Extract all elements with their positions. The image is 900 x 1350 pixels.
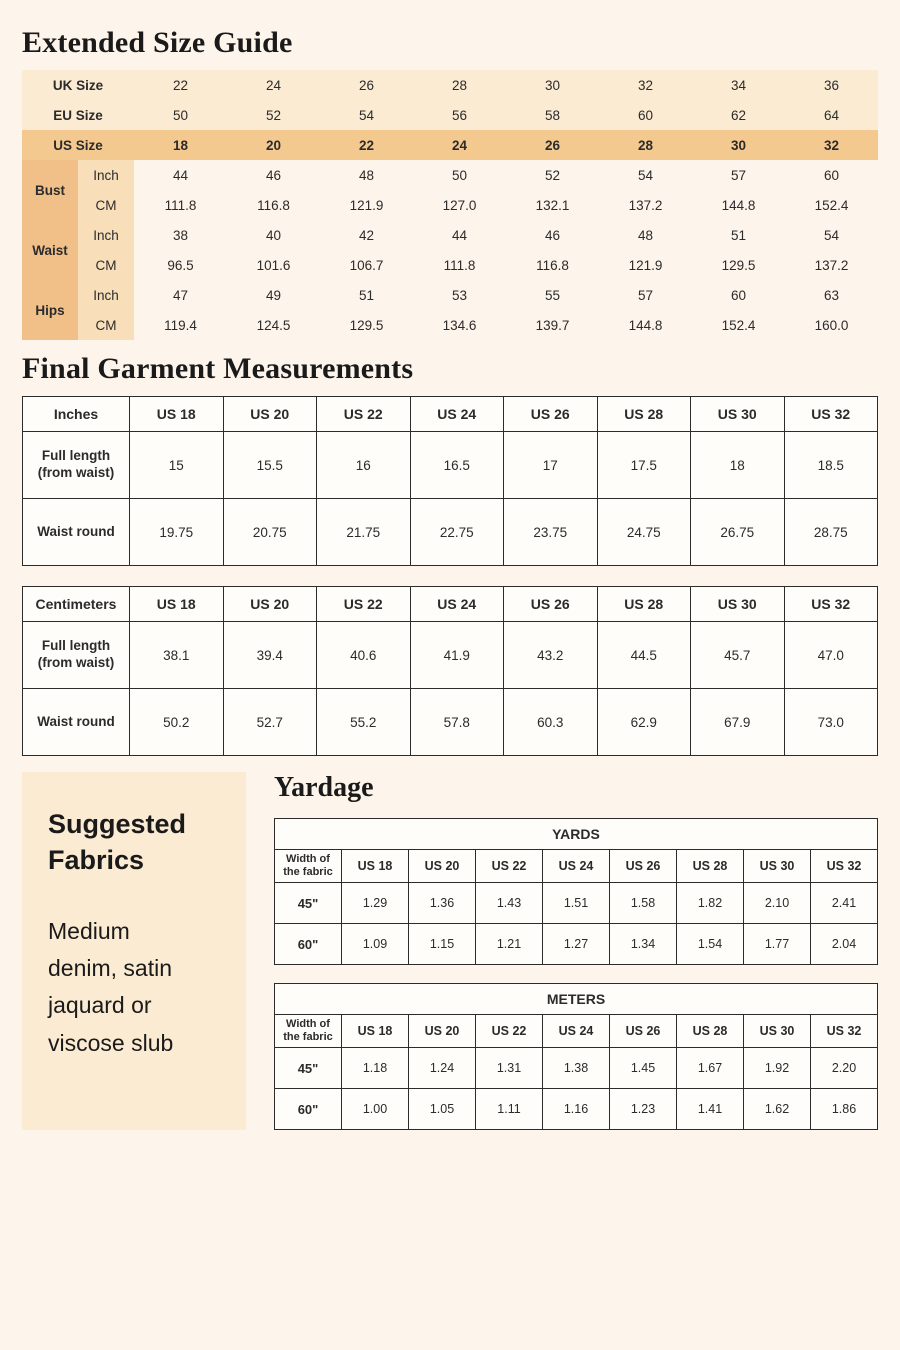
- cell-waist-inch-0: 38: [134, 220, 227, 250]
- extended-size-guide-table: [22, 70, 878, 340]
- cell-waist-inch-3: 44: [413, 220, 506, 250]
- table-row-bust-inch: [22, 160, 878, 190]
- row-label-inches-full-length: [23, 432, 130, 499]
- cell-bust-cm-6: 144.8: [692, 190, 785, 220]
- cell-inches-wr-1: 20.75: [223, 499, 317, 566]
- cell-bust-inch-3: 50: [413, 160, 506, 190]
- cell-waist-inch-5: 48: [599, 220, 692, 250]
- cell-bust-inch-7: 60: [785, 160, 878, 190]
- row-label-eu-size: EU Size: [22, 100, 134, 130]
- cell-cm-wr-6: 67.9: [691, 689, 785, 756]
- row-label-uk-size: UK Size: [22, 70, 134, 100]
- header-cm-us26: US 26: [504, 587, 598, 622]
- table-row-waist-inch: [22, 220, 878, 250]
- cell-meters-45-2: 1.31: [476, 1048, 543, 1089]
- header-inches-us26: US 26: [504, 397, 598, 432]
- row-label-line2: (from waist): [37, 465, 115, 480]
- group-label-waist: Waist: [22, 220, 78, 280]
- header-meters-us24: US 24: [543, 1015, 610, 1048]
- cell-inches-fl-2: 16: [317, 432, 411, 499]
- table-row-cm-waist-round: [23, 689, 878, 756]
- header-unit-centimeters: Centimeters: [23, 587, 130, 622]
- width-label-line1: Width of: [286, 853, 330, 866]
- cell-inches-wr-7: 28.75: [784, 499, 878, 566]
- cell-waist-cm-7: 137.2: [785, 250, 878, 280]
- cell-inches-wr-3: 22.75: [410, 499, 504, 566]
- table-row-us-size: [22, 130, 878, 160]
- unit-label-hips-inch: Inch: [78, 280, 134, 310]
- cell-yards-45-4: 1.58: [610, 883, 677, 924]
- header-yards-us20: US 20: [409, 850, 476, 883]
- page-title-extended-size-guide: Extended Size Guide: [22, 26, 293, 59]
- header-inches-us28: US 28: [597, 397, 691, 432]
- cell-yards-45-0: 1.29: [342, 883, 409, 924]
- table-row-waist-cm: [22, 250, 878, 280]
- cell-us-6: 30: [692, 130, 785, 160]
- cell-meters-45-4: 1.45: [610, 1048, 677, 1089]
- header-cm-us30: US 30: [691, 587, 785, 622]
- cell-hips-inch-5: 57: [599, 280, 692, 310]
- cell-uk-3: 28: [413, 70, 506, 100]
- cell-bust-inch-5: 54: [599, 160, 692, 190]
- cell-cm-wr-4: 60.3: [504, 689, 598, 756]
- cell-bust-cm-0: 111.8: [134, 190, 227, 220]
- table-caption-row-meters: [275, 984, 878, 1015]
- header-yards-us28: US 28: [677, 850, 744, 883]
- unit-label-bust-cm: CM: [78, 190, 134, 220]
- cell-cm-fl-7: 47.0: [784, 622, 878, 689]
- header-cm-us32: US 32: [784, 587, 878, 622]
- cell-eu-5: 60: [599, 100, 692, 130]
- table-row-yards-60: [275, 924, 878, 965]
- cell-bust-inch-0: 44: [134, 160, 227, 190]
- row-label-line1: Full length: [41, 448, 111, 464]
- header-width-of-fabric-yards: [275, 850, 342, 883]
- cell-bust-cm-2: 121.9: [320, 190, 413, 220]
- cell-hips-cm-7: 160.0: [785, 310, 878, 340]
- header-cm-us28: US 28: [597, 587, 691, 622]
- cell-meters-45-6: 1.92: [744, 1048, 811, 1089]
- cell-waist-cm-0: 96.5: [134, 250, 227, 280]
- header-inches-us30: US 30: [691, 397, 785, 432]
- cell-cm-wr-1: 52.7: [223, 689, 317, 756]
- cell-uk-7: 36: [785, 70, 878, 100]
- cell-meters-45-3: 1.38: [543, 1048, 610, 1089]
- cell-eu-7: 64: [785, 100, 878, 130]
- row-label-yards-45: 45": [275, 883, 342, 924]
- cell-hips-inch-2: 51: [320, 280, 413, 310]
- cell-cm-wr-7: 73.0: [784, 689, 878, 756]
- cell-yards-60-7: 2.04: [811, 924, 878, 965]
- group-label-hips: Hips: [22, 280, 78, 340]
- suggested-fabrics-title-line2: Fabrics: [48, 845, 145, 876]
- row-label-inches-waist-round: Waist round: [23, 499, 130, 566]
- cell-eu-4: 58: [506, 100, 599, 130]
- cell-cm-fl-0: 38.1: [130, 622, 224, 689]
- cell-yards-45-7: 2.41: [811, 883, 878, 924]
- cell-yards-45-6: 2.10: [744, 883, 811, 924]
- table-row-hips-cm: [22, 310, 878, 340]
- cell-meters-45-7: 2.20: [811, 1048, 878, 1089]
- header-meters-us18: US 18: [342, 1015, 409, 1048]
- unit-label-bust-inch: Inch: [78, 160, 134, 190]
- row-label-line2: (from waist): [37, 655, 115, 670]
- cell-inches-fl-6: 18: [691, 432, 785, 499]
- cell-cm-fl-3: 41.9: [410, 622, 504, 689]
- cell-meters-60-4: 1.23: [610, 1089, 677, 1130]
- cell-meters-60-5: 1.41: [677, 1089, 744, 1130]
- row-label-line1: Full length: [41, 638, 111, 654]
- cell-uk-4: 30: [506, 70, 599, 100]
- cell-hips-inch-6: 60: [692, 280, 785, 310]
- cell-inches-fl-7: 18.5: [784, 432, 878, 499]
- cell-cm-wr-2: 55.2: [317, 689, 411, 756]
- cell-meters-45-1: 1.24: [409, 1048, 476, 1089]
- cell-hips-inch-0: 47: [134, 280, 227, 310]
- cell-meters-45-5: 1.67: [677, 1048, 744, 1089]
- cell-yards-45-2: 1.43: [476, 883, 543, 924]
- table-row-yards-45: [275, 883, 878, 924]
- cell-meters-60-2: 1.11: [476, 1089, 543, 1130]
- header-yards-us22: US 22: [476, 850, 543, 883]
- table-row-inches-waist-round: [23, 499, 878, 566]
- cell-yards-45-1: 1.36: [409, 883, 476, 924]
- table-row-bust-cm: [22, 190, 878, 220]
- cell-cm-wr-3: 57.8: [410, 689, 504, 756]
- cell-hips-inch-1: 49: [227, 280, 320, 310]
- cell-hips-cm-5: 144.8: [599, 310, 692, 340]
- cell-uk-2: 26: [320, 70, 413, 100]
- cell-yards-60-0: 1.09: [342, 924, 409, 965]
- header-cm-us18: US 18: [130, 587, 224, 622]
- table-row-hips-inch: [22, 280, 878, 310]
- caption-yards: YARDS: [275, 819, 878, 850]
- cell-waist-cm-4: 116.8: [506, 250, 599, 280]
- cell-hips-inch-4: 55: [506, 280, 599, 310]
- group-label-bust: Bust: [22, 160, 78, 220]
- table-row-uk-size: [22, 70, 878, 100]
- cell-inches-wr-6: 26.75: [691, 499, 785, 566]
- cell-cm-wr-5: 62.9: [597, 689, 691, 756]
- header-inches-us18: US 18: [130, 397, 224, 432]
- unit-label-waist-cm: CM: [78, 250, 134, 280]
- cell-inches-fl-0: 15: [130, 432, 224, 499]
- cell-us-5: 28: [599, 130, 692, 160]
- cell-hips-cm-4: 139.7: [506, 310, 599, 340]
- row-label-us-size: US Size: [22, 130, 134, 160]
- cell-us-4: 26: [506, 130, 599, 160]
- table-row-meters-60: [275, 1089, 878, 1130]
- cell-yards-60-6: 1.77: [744, 924, 811, 965]
- cell-waist-cm-1: 101.6: [227, 250, 320, 280]
- table-row-meters-45: [275, 1048, 878, 1089]
- suggested-fabrics-title: [48, 806, 220, 879]
- cell-bust-cm-4: 132.1: [506, 190, 599, 220]
- cell-bust-cm-1: 116.8: [227, 190, 320, 220]
- row-label-cm-full-length: [23, 622, 130, 689]
- caption-meters: METERS: [275, 984, 878, 1015]
- page-title-yardage: Yardage: [274, 772, 374, 803]
- row-label-meters-45: 45": [275, 1048, 342, 1089]
- header-meters-us30: US 30: [744, 1015, 811, 1048]
- cell-waist-inch-7: 54: [785, 220, 878, 250]
- row-label-meters-60: 60": [275, 1089, 342, 1130]
- header-cm-us24: US 24: [410, 587, 504, 622]
- width-label-line2: the fabric: [283, 866, 333, 878]
- header-cm-us22: US 22: [317, 587, 411, 622]
- cell-hips-cm-1: 124.5: [227, 310, 320, 340]
- table-header-row-yards: [275, 850, 878, 883]
- cell-cm-fl-6: 45.7: [691, 622, 785, 689]
- row-label-cm-waist-round: Waist round: [23, 689, 130, 756]
- header-unit-inches: Inches: [23, 397, 130, 432]
- header-cm-us20: US 20: [223, 587, 317, 622]
- header-yards-us30: US 30: [744, 850, 811, 883]
- fabric-body-line2: denim, satin: [48, 955, 173, 982]
- table-caption-row-yards: [275, 819, 878, 850]
- cell-bust-cm-7: 152.4: [785, 190, 878, 220]
- cell-inches-wr-2: 21.75: [317, 499, 411, 566]
- cell-waist-inch-1: 40: [227, 220, 320, 250]
- table-header-row-inches: [23, 397, 878, 432]
- cell-bust-cm-3: 127.0: [413, 190, 506, 220]
- cell-us-3: 24: [413, 130, 506, 160]
- header-inches-us32: US 32: [784, 397, 878, 432]
- cell-us-1: 20: [227, 130, 320, 160]
- table-header-row-centimeters: [23, 587, 878, 622]
- cell-yards-60-2: 1.21: [476, 924, 543, 965]
- cell-waist-cm-3: 111.8: [413, 250, 506, 280]
- cell-eu-2: 54: [320, 100, 413, 130]
- page-title-final-garment-measurements: Final Garment Measurements: [22, 352, 414, 385]
- cell-waist-inch-2: 42: [320, 220, 413, 250]
- cell-inches-wr-4: 23.75: [504, 499, 598, 566]
- cell-hips-cm-6: 152.4: [692, 310, 785, 340]
- cell-inches-fl-4: 17: [504, 432, 598, 499]
- suggested-fabrics-panel: [22, 772, 246, 1130]
- cell-meters-60-0: 1.00: [342, 1089, 409, 1130]
- cell-cm-fl-4: 43.2: [504, 622, 598, 689]
- cell-hips-cm-3: 134.6: [413, 310, 506, 340]
- cell-inches-wr-0: 19.75: [130, 499, 224, 566]
- cell-uk-5: 32: [599, 70, 692, 100]
- fabric-body-line3: jaquard or: [48, 992, 152, 1019]
- cell-bust-inch-2: 48: [320, 160, 413, 190]
- table-row-cm-full-length: [23, 622, 878, 689]
- cell-eu-6: 62: [692, 100, 785, 130]
- cell-yards-60-5: 1.54: [677, 924, 744, 965]
- cell-uk-1: 24: [227, 70, 320, 100]
- cell-meters-60-1: 1.05: [409, 1089, 476, 1130]
- table-spacer: [274, 965, 878, 983]
- cell-waist-cm-6: 129.5: [692, 250, 785, 280]
- unit-label-hips-cm: CM: [78, 310, 134, 340]
- cell-uk-0: 22: [134, 70, 227, 100]
- row-label-yards-60: 60": [275, 924, 342, 965]
- cell-inches-wr-5: 24.75: [597, 499, 691, 566]
- cell-waist-inch-4: 46: [506, 220, 599, 250]
- cell-bust-inch-6: 57: [692, 160, 785, 190]
- bottom-section: [22, 772, 878, 1130]
- cell-bust-cm-5: 137.2: [599, 190, 692, 220]
- cell-meters-60-7: 1.86: [811, 1089, 878, 1130]
- header-inches-us24: US 24: [410, 397, 504, 432]
- cell-bust-inch-4: 52: [506, 160, 599, 190]
- cell-hips-cm-0: 119.4: [134, 310, 227, 340]
- table-row-eu-size: [22, 100, 878, 130]
- garment-measurements-centimeters-table: [22, 586, 878, 756]
- cell-meters-60-6: 1.62: [744, 1089, 811, 1130]
- header-meters-us32: US 32: [811, 1015, 878, 1048]
- cell-eu-1: 52: [227, 100, 320, 130]
- garment-measurements-inches-table: [22, 396, 878, 566]
- cell-inches-fl-3: 16.5: [410, 432, 504, 499]
- cell-inches-fl-1: 15.5: [223, 432, 317, 499]
- yardage-meters-table: [274, 983, 878, 1130]
- cell-eu-3: 56: [413, 100, 506, 130]
- cell-waist-cm-5: 121.9: [599, 250, 692, 280]
- header-yards-us26: US 26: [610, 850, 677, 883]
- header-meters-us26: US 26: [610, 1015, 677, 1048]
- header-meters-us28: US 28: [677, 1015, 744, 1048]
- cell-cm-fl-2: 40.6: [317, 622, 411, 689]
- cell-us-0: 18: [134, 130, 227, 160]
- header-meters-us20: US 20: [409, 1015, 476, 1048]
- cell-inches-fl-5: 17.5: [597, 432, 691, 499]
- fabric-body-line1: Medium: [48, 917, 130, 944]
- header-meters-us22: US 22: [476, 1015, 543, 1048]
- cell-bust-inch-1: 46: [227, 160, 320, 190]
- width-label-line2: the fabric: [283, 1031, 333, 1043]
- yardage-section: [274, 772, 878, 1130]
- cell-waist-cm-2: 106.7: [320, 250, 413, 280]
- table-spacer: [22, 566, 878, 586]
- cell-meters-60-3: 1.16: [543, 1089, 610, 1130]
- width-label-line1: Width of: [286, 1018, 330, 1031]
- header-width-of-fabric-meters: [275, 1015, 342, 1048]
- header-inches-us22: US 22: [317, 397, 411, 432]
- suggested-fabrics-body: [48, 913, 220, 1062]
- cell-yards-60-4: 1.34: [610, 924, 677, 965]
- header-yards-us32: US 32: [811, 850, 878, 883]
- cell-cm-wr-0: 50.2: [130, 689, 224, 756]
- cell-cm-fl-1: 39.4: [223, 622, 317, 689]
- cell-us-7: 32: [785, 130, 878, 160]
- header-inches-us20: US 20: [223, 397, 317, 432]
- cell-meters-45-0: 1.18: [342, 1048, 409, 1089]
- suggested-fabrics-title-line1: Suggested: [48, 809, 187, 839]
- cell-hips-cm-2: 129.5: [320, 310, 413, 340]
- cell-waist-inch-6: 51: [692, 220, 785, 250]
- cell-yards-45-5: 1.82: [677, 883, 744, 924]
- cell-uk-6: 34: [692, 70, 785, 100]
- cell-yards-60-1: 1.15: [409, 924, 476, 965]
- cell-cm-fl-5: 44.5: [597, 622, 691, 689]
- cell-hips-inch-3: 53: [413, 280, 506, 310]
- table-row-inches-full-length: [23, 432, 878, 499]
- table-header-row-meters: [275, 1015, 878, 1048]
- unit-label-waist-inch: Inch: [78, 220, 134, 250]
- cell-us-2: 22: [320, 130, 413, 160]
- cell-yards-45-3: 1.51: [543, 883, 610, 924]
- header-yards-us18: US 18: [342, 850, 409, 883]
- cell-yards-60-3: 1.27: [543, 924, 610, 965]
- header-yards-us24: US 24: [543, 850, 610, 883]
- fabric-body-line4: viscose slub: [48, 1029, 174, 1056]
- cell-eu-0: 50: [134, 100, 227, 130]
- cell-hips-inch-7: 63: [785, 280, 878, 310]
- yardage-yards-table: [274, 818, 878, 965]
